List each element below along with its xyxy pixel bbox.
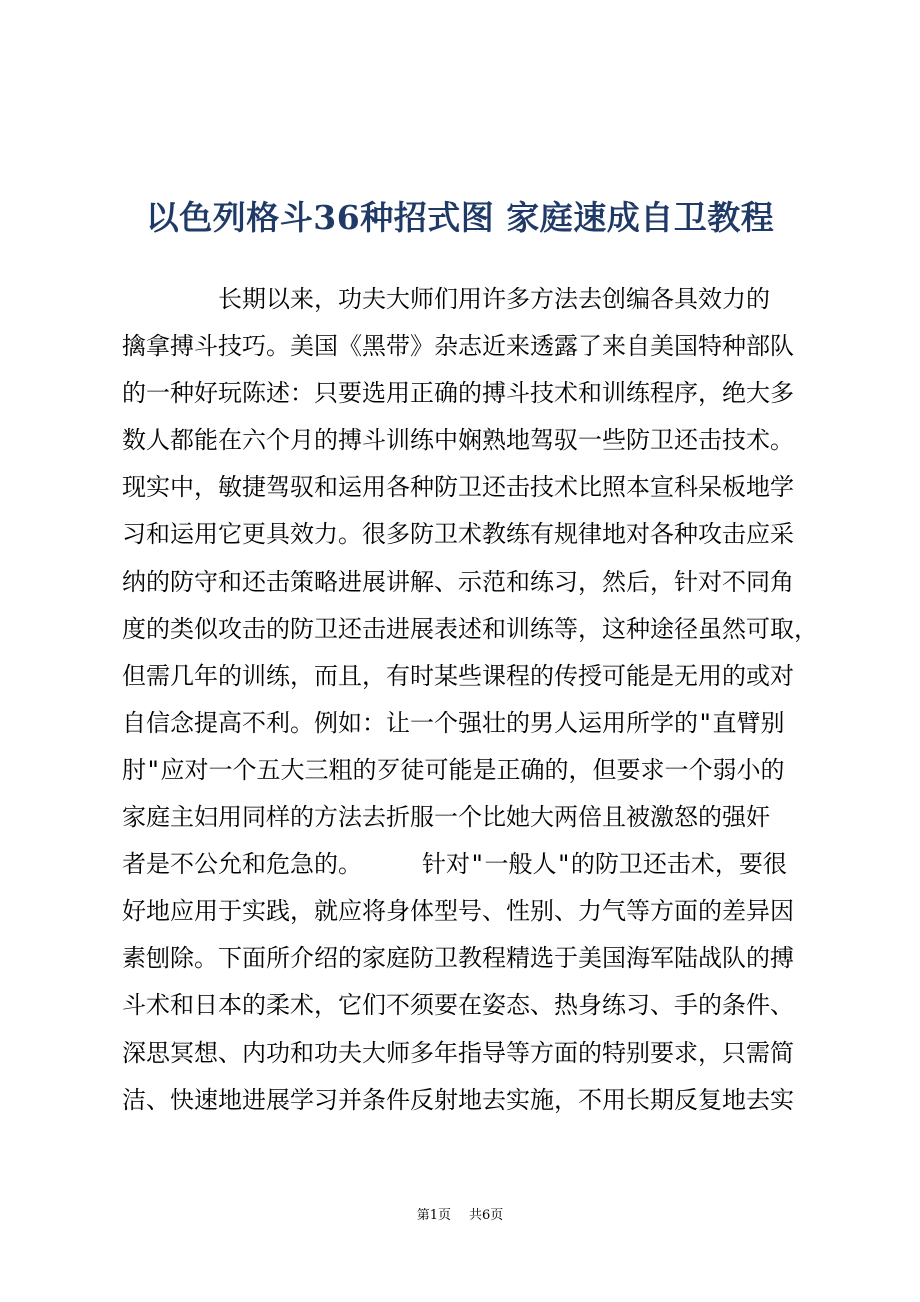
body-line: 斗术和日本的柔术，它们不须要在姿态、热身练习、手的条件、 — [122, 991, 794, 1020]
body-line: 者是不公允和危急的。 针对"一般人"的防卫还击术，要很 — [122, 850, 787, 879]
body-line: 习和运用它更具效力。很多防卫术教练有规律地对各种攻击应采 — [122, 520, 794, 549]
page-footer — [0, 1206, 920, 1226]
body-line: 但需几年的训练，而且，有时某些课程的传授可能是无用的或对 — [122, 661, 794, 690]
body-line: 素刨除。下面所介绍的家庭防卫教程精选于美国海军陆战队的搏 — [122, 944, 794, 973]
body-line: 度的类似攻击的防卫还击进展表述和训练等，这种途径虽然可取， — [122, 614, 818, 643]
body-line: 深思冥想、内功和功夫大师多年指导等方面的特别要求，只需简 — [122, 1038, 794, 1067]
body-line: 肘"应对一个五大三粗的歹徒可能是正确的，但要求一个弱小的 — [122, 755, 785, 784]
document-body — [122, 276, 818, 1124]
body-line: 的一种好玩陈述：只要选用正确的搏斗技术和训练程序，绝大多 — [122, 379, 794, 408]
body-line: 长期以来，功夫大师们用许多方法去创编各具效力的 — [122, 285, 770, 313]
body-line: 数人都能在六个月的搏斗训练中娴熟地驾驭一些防卫还击技术。 — [122, 426, 794, 455]
body-line: 擒拿搏斗技巧。美国《黑带》杂志近来透露了来自美国特种部队 — [122, 332, 794, 361]
body-line: 现实中，敏捷驾驭和运用各种防卫还击技术比照本宣科呆板地学 — [122, 473, 794, 502]
body-line: 纳的防守和还击策略进展讲解、示范和练习，然后，针对不同角 — [122, 567, 794, 596]
page-total: 共6页 — [469, 1208, 504, 1223]
body-line: 好地应用于实践，就应将身体型号、性别、力气等方面的差异因 — [122, 897, 794, 926]
document-title: 以色列格斗36种招式图 家庭速成自卫教程 — [145, 198, 775, 237]
body-line: 洁、快速地进展学习并条件反射地去实施，不用长期反复地去实 — [122, 1085, 794, 1114]
page-number: 第1页 — [416, 1208, 451, 1223]
body-line: 自信念提高不利。例如：让一个强壮的男人运用所学的"直臂别 — [122, 708, 785, 737]
body-line: 家庭主妇用同样的方法去折服一个比她大两倍且被激怒的强奸 — [122, 803, 770, 832]
